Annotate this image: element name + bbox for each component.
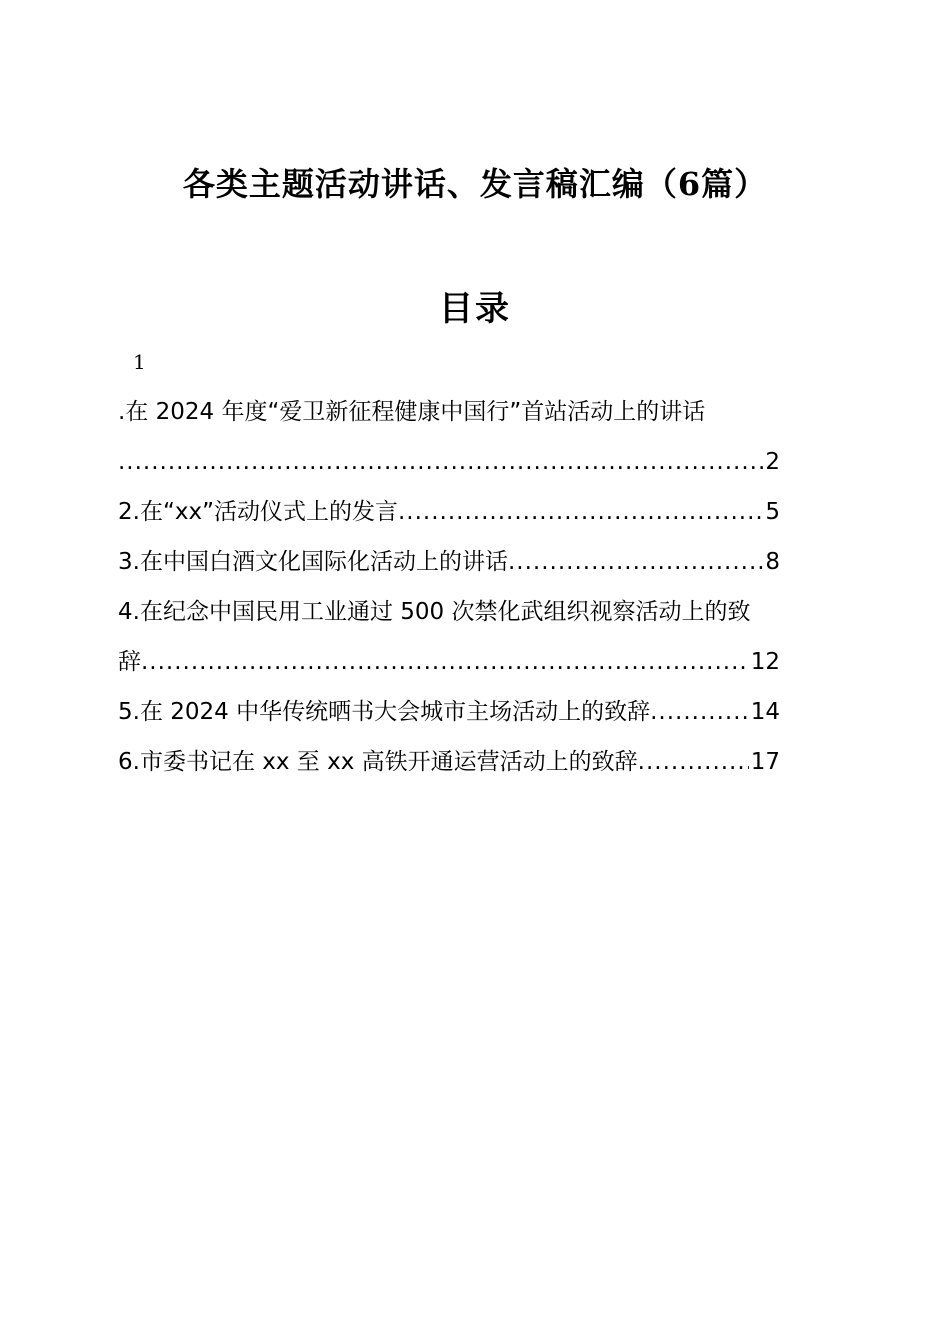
page-number-fragment: 1 <box>133 350 146 374</box>
table-of-contents <box>118 387 828 787</box>
toc-entry-6[interactable] <box>118 737 828 787</box>
toc-page-number: 8 <box>765 549 780 575</box>
dot-leader <box>141 637 749 687</box>
toc-entry-title: .在 2024 年度“爱卫新征程健康中国行”首站活动上的讲话 <box>118 399 706 425</box>
dot-leader <box>398 487 763 537</box>
toc-entry-title: 3.在中国白酒文化国际化活动上的讲话 <box>118 549 508 575</box>
toc-page-number: 5 <box>765 499 780 525</box>
dot-leader <box>638 737 749 787</box>
toc-entry-title-continued: 辞 <box>118 649 141 675</box>
toc-entry-5[interactable] <box>118 687 828 737</box>
toc-entry-title: 6.市委书记在 xx 至 xx 高铁开通运营活动上的致辞 <box>118 749 638 775</box>
toc-page-number: 12 <box>750 649 780 675</box>
toc-page-number: 17 <box>750 749 780 775</box>
toc-entry-4[interactable] <box>118 587 828 687</box>
toc-entry-title: 4.在纪念中国民用工业通过 500 次禁化武组织视察活动上的致 <box>118 599 751 625</box>
toc-heading: 目录 <box>439 289 511 329</box>
toc-entry-title: 5.在 2024 中华传统晒书大会城市主场活动上的致辞 <box>118 699 651 725</box>
dot-leader <box>650 687 749 737</box>
toc-entry-3[interactable] <box>118 537 828 587</box>
toc-entry-1[interactable] <box>118 387 828 487</box>
dot-leader <box>118 437 763 487</box>
toc-entry-title: 2.在“xx”活动仪式上的发言 <box>118 499 398 525</box>
toc-entry-2[interactable] <box>118 487 828 537</box>
document-title: 各类主题活动讲话、发言稿汇编（6篇） <box>182 165 768 203</box>
dot-leader <box>508 537 763 587</box>
toc-page-number: 2 <box>765 449 780 475</box>
toc-page-number: 14 <box>750 699 780 725</box>
